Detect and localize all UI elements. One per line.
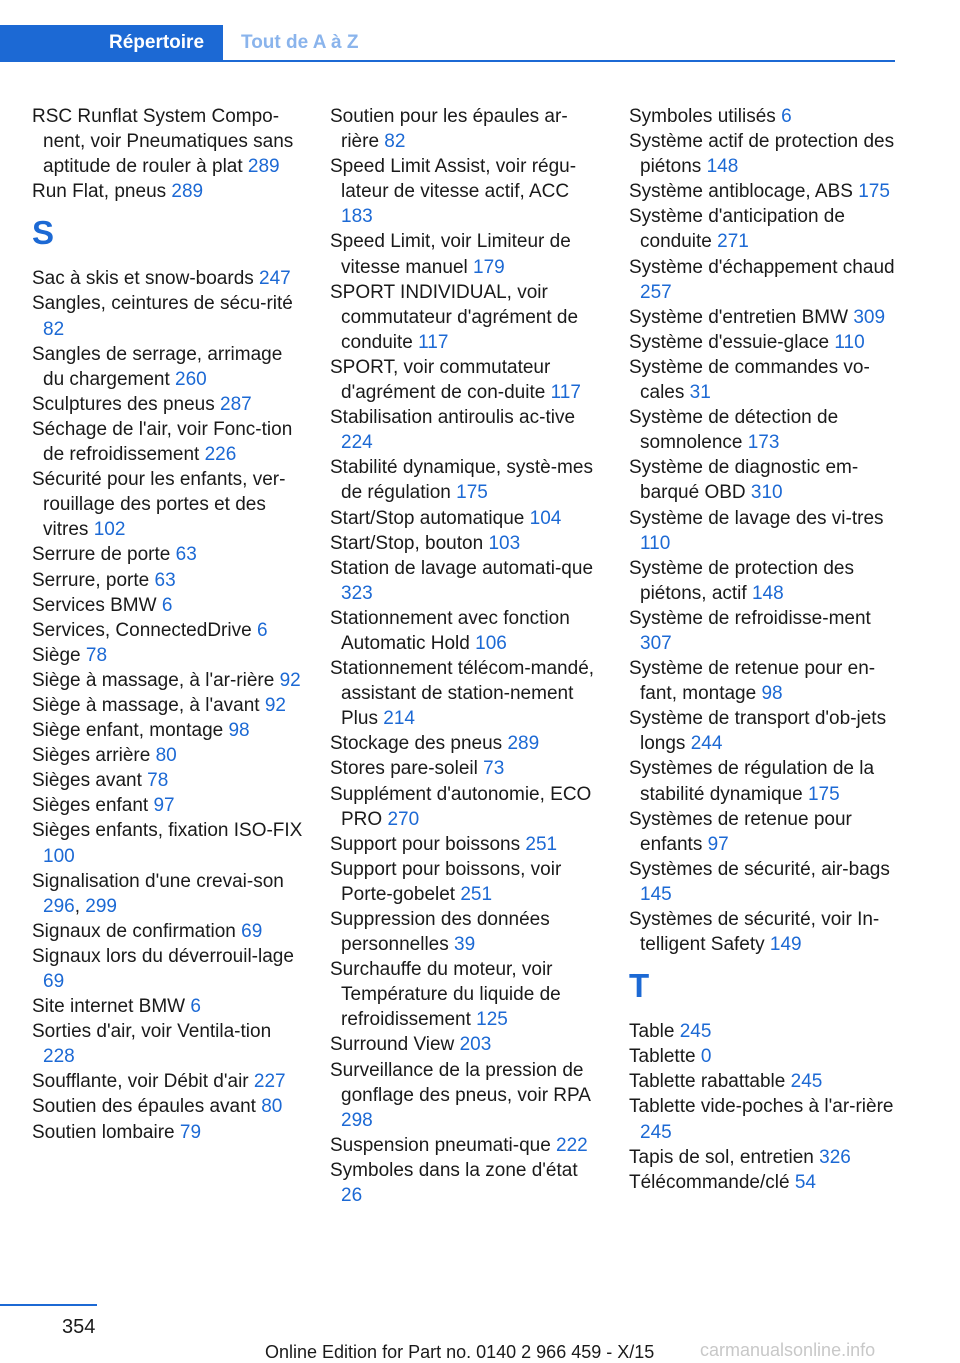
page-link[interactable]: 97: [707, 833, 729, 855]
page-link[interactable]: 125: [476, 1009, 508, 1031]
page-link[interactable]: 69: [43, 971, 65, 992]
index-entry-text: Start/Stop automatique: [330, 507, 525, 529]
page-link[interactable]: 251: [460, 883, 493, 905]
index-entry-text: Tablette: [629, 1046, 701, 1068]
page-link[interactable]: 244: [690, 733, 723, 755]
index-entry: [330, 857, 602, 907]
index-entry: [330, 1032, 602, 1057]
page-link[interactable]: 271: [717, 231, 749, 253]
index-entry-text: Siège: [32, 644, 81, 666]
page-link[interactable]: 307: [640, 632, 672, 654]
index-entry-text: Sièges enfant: [32, 795, 149, 817]
index-entry: [629, 204, 901, 254]
tab-repertoire[interactable]: Répertoire: [0, 25, 223, 61]
index-entry-text: Speed Limit, voir Limiteur de vitesse manuel: [330, 231, 571, 278]
index-entry: [629, 255, 901, 305]
index-entry: [629, 1019, 901, 1044]
page-link[interactable]: 175: [858, 181, 890, 203]
index-entry-text: Support pour boissons, voir Porte-gobelet: [330, 858, 562, 905]
index-entry: [629, 405, 901, 455]
index-entry: [629, 129, 901, 179]
index-entry: [330, 957, 602, 1032]
page-link[interactable]: 80: [261, 1096, 283, 1118]
index-entry: [32, 643, 304, 668]
index-entry: [629, 756, 901, 806]
index-entry-text: Soutien des épaules avant: [32, 1096, 256, 1118]
index-entry: [330, 1058, 602, 1133]
page-link[interactable]: 228: [43, 1046, 75, 1068]
page-link[interactable]: 245: [640, 1121, 672, 1143]
page-link[interactable]: 260: [175, 368, 207, 390]
page-link[interactable]: 298: [341, 1109, 373, 1131]
page-link[interactable]: 203: [459, 1034, 492, 1056]
page-link[interactable]: 31: [689, 382, 711, 404]
index-entry-text: Stationnement télécom‐mandé, assistant de station‐nement Plus: [330, 658, 595, 730]
index-entry: [629, 1044, 901, 1069]
index-entry-text: Système d'échappement chaud: [629, 256, 895, 278]
index-entry-text: Surveillance de la pression de gonflage des pneus, voir RPA: [330, 1059, 590, 1106]
index-entry: [330, 907, 602, 957]
index-entry: [629, 330, 901, 355]
index-entry: [330, 782, 602, 832]
index-entry: [32, 179, 304, 204]
index-entry: [32, 1120, 304, 1145]
page-link[interactable]: 179: [473, 256, 505, 278]
index-entry-text: SPORT INDIVIDUAL, voir commutateur d'agrément de conduite: [330, 281, 579, 353]
page-link[interactable]: 222: [556, 1134, 588, 1156]
index-entry-text: Sangles, ceintures de sécu‐rité: [32, 293, 293, 315]
index-entry-text: Soufflante, voir Débit d'air: [32, 1071, 249, 1093]
top-navigation: [0, 0, 960, 62]
page-link[interactable]: 227: [253, 1071, 286, 1093]
index-entry-text: Système de protection des piétons, actif: [629, 557, 854, 604]
page-link[interactable]: 224: [341, 432, 373, 454]
index-entry: [32, 693, 304, 718]
page-link[interactable]: 78: [85, 644, 108, 666]
page-link[interactable]: 6: [190, 996, 201, 1018]
index-entry: [629, 506, 901, 556]
index-entry: [32, 768, 304, 793]
index-entry-text: Système de retenue pour en‐fant, montage: [629, 658, 876, 705]
header-divider: [0, 60, 895, 62]
index-entry-text: Station de lavage automati‐que: [330, 557, 594, 579]
index-entry: [629, 556, 901, 606]
index-entry-text: Systèmes de régulation de la stabilité dynamique: [629, 758, 875, 805]
page-link[interactable]: 0: [700, 1046, 712, 1068]
index-entry-text: Stabilisation antiroulis ac‐tive: [330, 407, 576, 429]
tab-tout-de-a-a-z[interactable]: Tout de A à Z: [241, 32, 359, 53]
index-entry: [32, 467, 304, 542]
page-link[interactable]: 245: [679, 1021, 712, 1043]
index-entry: [32, 994, 304, 1019]
page-link[interactable]: 39: [454, 934, 476, 956]
index-entry-text: Système de détection de somnolence: [629, 407, 839, 454]
index-entry: [32, 417, 304, 467]
index-entry-text: SPORT, voir commutateur d'agrément de con‐duite: [330, 356, 551, 404]
page-link[interactable]: 148: [706, 156, 739, 178]
index-entry-text: Sécurité pour les enfants, ver‐rouillage des portes et des vitres: [32, 469, 286, 541]
page-link[interactable]: 245: [790, 1071, 823, 1093]
index-entry-text: Symboles utilisés: [629, 106, 776, 127]
index-entry: [32, 668, 304, 693]
page-link[interactable]: 326: [819, 1146, 851, 1168]
index-entry-text: Suppression des données personnelles: [330, 909, 550, 956]
section-letter: S: [32, 214, 55, 252]
index-entry: [32, 593, 304, 618]
index-entry: [330, 1158, 602, 1208]
page-link[interactable]: 149: [769, 934, 802, 956]
index-entry-text: Soutien pour les épaules ar‐rière: [330, 106, 568, 153]
index-column-1: [32, 104, 304, 1145]
index-entry-text: Sorties d'air, voir Ventila‐tion: [32, 1021, 272, 1043]
page-link[interactable]: 289: [507, 733, 540, 755]
index-entry: [32, 392, 304, 417]
index-entry-text: Start/Stop, bouton: [330, 532, 484, 554]
page-link[interactable]: 251: [525, 833, 558, 855]
page-link[interactable]: 247: [259, 268, 291, 290]
page-link[interactable]: 257: [640, 281, 672, 303]
page-link[interactable]: 92: [279, 669, 301, 691]
page-link[interactable]: 92: [264, 694, 286, 716]
index-entry-text: Stockage des pneus: [330, 733, 503, 755]
page-link[interactable]: 226: [204, 444, 237, 466]
page-link[interactable]: 63: [175, 544, 197, 566]
index-entry: [32, 266, 304, 291]
page-link[interactable]: 289: [247, 156, 280, 178]
page-link[interactable]: 289: [171, 181, 204, 203]
index-entry-text: Symboles dans la zone d'état: [330, 1159, 578, 1181]
index-entry: [330, 229, 602, 279]
page-link[interactable]: 98: [761, 683, 783, 705]
index-entry: [629, 1094, 901, 1144]
index-entry-text: Stabilité dynamique, systè‐mes de régulation: [330, 457, 593, 504]
page-link[interactable]: 148: [751, 582, 784, 604]
index-entry: [330, 531, 602, 556]
index-entry: [330, 280, 602, 355]
page-link[interactable]: 97: [153, 795, 175, 817]
page-link[interactable]: 73: [483, 758, 505, 780]
page-link[interactable]: 54: [794, 1171, 816, 1193]
index-entry-text: Suspension pneumati‐que: [330, 1134, 551, 1156]
index-entry-text: Siège enfant, montage: [32, 720, 224, 742]
section-letter: T: [629, 967, 650, 1005]
index-entry-text: Système actif de protection des piétons: [629, 131, 895, 178]
page-link[interactable]: 6: [781, 106, 792, 127]
index-entry: [629, 857, 901, 907]
index-entry-text: Siège à massage, à l'ar‐rière: [32, 669, 275, 691]
index-entry-text: Signaux lors du déverrouil‐lage: [32, 945, 294, 967]
index-entry: [330, 104, 602, 154]
index-entry-text: Système d'entretien BMW: [629, 306, 849, 328]
index-entry-text: Signalisation d'une crevai‐son: [32, 870, 284, 892]
index-entry: [32, 342, 304, 392]
index-entry: [32, 919, 304, 944]
index-entry: [629, 305, 901, 330]
index-entry: [32, 104, 304, 179]
page-link[interactable]: 117: [418, 331, 449, 353]
index-entry-text: Système de refroidisse‐ment: [629, 607, 871, 629]
page-link[interactable]: 79: [179, 1121, 202, 1143]
index-entry-text: Serrure de porte: [32, 544, 171, 566]
page-link[interactable]: 100: [43, 845, 75, 867]
index-entry: [330, 506, 602, 531]
index-entry-text: Table: [629, 1021, 675, 1043]
page-link[interactable]: 117: [550, 382, 581, 404]
index-entry: [629, 455, 901, 505]
page-link[interactable]: 63: [154, 569, 176, 591]
index-entry-text: Sièges avant: [32, 770, 142, 792]
index-entry-text: Système d'anticipation de conduite: [629, 206, 845, 253]
index-entry: [32, 291, 304, 341]
index-entry-text: Services BMW: [32, 594, 157, 616]
index-entry: [629, 104, 901, 129]
index-column-3: [629, 104, 901, 1195]
index-entry: [32, 568, 304, 593]
page-link[interactable]: 110: [834, 331, 865, 353]
page-link[interactable]: 80: [155, 745, 177, 767]
index-entry: [32, 818, 304, 868]
index-entry: [629, 656, 901, 706]
index-entry: [32, 793, 304, 818]
page-number: 354: [62, 1316, 96, 1338]
page-link[interactable]: 323: [341, 582, 373, 604]
page-link[interactable]: 309: [853, 306, 886, 328]
index-entry: [330, 1133, 602, 1158]
page-link[interactable]: 175: [456, 482, 488, 504]
index-entry-text: Sièges enfants, fixation ISO‐FIX: [32, 820, 303, 842]
index-entry-text: Speed Limit Assist, voir régu‐lateur de vitesse actif, ACC: [330, 156, 577, 203]
page-link[interactable]: 6: [256, 619, 268, 641]
footer-divider: [0, 1304, 97, 1306]
index-entry-text: Run Flat, pneus: [32, 181, 167, 203]
page-link[interactable]: 6: [161, 594, 173, 616]
index-entry: [330, 756, 602, 781]
index-entry: [32, 1094, 304, 1119]
index-entry: [32, 1069, 304, 1094]
index-column-2: [330, 104, 602, 1208]
page-link[interactable]: 183: [341, 206, 373, 228]
page-link[interactable]: 104: [529, 507, 562, 529]
index-entry: [330, 405, 602, 455]
index-entry: [629, 1170, 901, 1195]
index-entry-text: Sangles de serrage, arrimage du chargement: [32, 343, 283, 390]
index-entry: [330, 355, 602, 405]
index-entry-text: Sac à skis et snow‐boards: [32, 268, 254, 290]
index-entry-text: Système antiblocage, ABS: [629, 181, 853, 203]
index-entry-text: Signaux de confirmation: [32, 920, 236, 942]
index-entry-text: Soutien lombaire: [32, 1121, 175, 1143]
index-entry: [629, 355, 901, 405]
index-entry: [629, 606, 901, 656]
index-entry: [32, 944, 304, 994]
page-link[interactable]: 214: [383, 708, 415, 730]
index-entry: [330, 832, 602, 857]
index-entry-text: Tapis de sol, entretien: [629, 1146, 814, 1168]
index-entry-text: Systèmes de retenue pour enfants: [629, 808, 852, 855]
index-entry-text: Supplément d'autonomie, ECO PRO: [330, 783, 592, 830]
page-link[interactable]: 270: [387, 808, 420, 830]
index-entry: [32, 718, 304, 743]
index-entry: [330, 556, 602, 606]
index-entry-text: Serrure, porte: [32, 569, 150, 591]
index-entry-text: Sculptures des pneus: [32, 393, 215, 415]
index-entry-text: Télécommande/clé: [629, 1171, 790, 1193]
page-link[interactable]: 98: [228, 720, 250, 742]
index-entry-text: Stores pare-soleil: [330, 758, 478, 780]
index-entry: [32, 542, 304, 567]
index-entry-text: Tablette vide-poches à l'ar‐rière: [629, 1096, 894, 1118]
page-link[interactable]: 82: [384, 131, 406, 153]
page-link[interactable]: 78: [147, 770, 169, 792]
page-link[interactable]: 82: [43, 318, 65, 340]
index-entry-text: Système de transport d'ob‐jets longs: [629, 708, 887, 755]
page-link[interactable]: 145: [640, 883, 672, 905]
page-link[interactable]: 103: [488, 532, 521, 554]
index-entry-text: Services, ConnectedDrive: [32, 619, 252, 641]
index-entry: [629, 706, 901, 756]
page-link[interactable]: 175: [807, 783, 840, 805]
edition-note: Online Edition for Part no. 0140 2 966 459 - X/15: [265, 1342, 655, 1362]
index-entry-text: Tablette rabattable: [629, 1071, 786, 1093]
index-entry: [330, 154, 602, 229]
index-entry-text: RSC Runflat System Compo‐nent, voir Pneumatiques sans aptitude de rouler à plat: [32, 106, 294, 178]
index-entry: [32, 618, 304, 643]
page-link[interactable]: 173: [747, 432, 780, 454]
index-entry: Signalisation d'une crevai‐son 296, 299: [32, 870, 284, 917]
index-entry-text: Système de commandes vo‐cales: [629, 356, 870, 404]
index-entry: [32, 743, 304, 768]
page-link[interactable]: 102: [93, 519, 126, 541]
index-entry-text: Stationnement avec fonction Automatic Hold: [330, 607, 570, 654]
index-entry: [330, 455, 602, 505]
index-entry-text: Support pour boissons: [330, 833, 521, 855]
index-entry: [330, 656, 602, 731]
page-link[interactable]: 69: [241, 920, 263, 942]
index-entry: [32, 1019, 304, 1069]
index-entry-text: Systèmes de sécurité, voir In‐telligent Safety: [629, 909, 880, 956]
index-entry-text: Systèmes de sécurité, air‐bags: [629, 858, 890, 880]
page-link[interactable]: 26: [341, 1185, 363, 1207]
index-entry: [629, 807, 901, 857]
index-entry-text: Système de diagnostic em‐barqué OBD: [629, 457, 859, 504]
index-entry: [629, 1069, 901, 1094]
page-link[interactable]: 106: [475, 632, 507, 654]
index-entry-text: Système d'essuie-glace: [629, 331, 830, 353]
page-link[interactable]: 310: [750, 482, 783, 504]
index-entry-text: Sièges arrière: [32, 745, 151, 767]
index-entry: [330, 731, 602, 756]
index-entry: [629, 907, 901, 957]
page-link[interactable]: 296: [43, 895, 75, 917]
index-entry: [629, 1145, 901, 1170]
page-link[interactable]: 110: [640, 532, 671, 554]
page-link[interactable]: 287: [220, 393, 252, 415]
index-entry: [330, 606, 602, 656]
index-entry: [629, 179, 901, 204]
index-entry-text: Surround View: [330, 1034, 455, 1056]
index-entry-text: Surchauffe du moteur, voir Température du liquide de refroidissement: [330, 959, 561, 1031]
watermark-logo: carmanualsonline.info: [700, 1340, 876, 1360]
index-entry-text: Séchage de l'air, voir Fonc‐tion de refroidissement: [32, 418, 293, 466]
index-entry-text: Site internet BMW: [32, 996, 186, 1018]
index-entry-text: Siège à massage, à l'avant: [32, 694, 260, 716]
page-link[interactable]: 299: [85, 895, 117, 917]
index-entry-text: Système de lavage des vi‐tres: [629, 507, 884, 529]
